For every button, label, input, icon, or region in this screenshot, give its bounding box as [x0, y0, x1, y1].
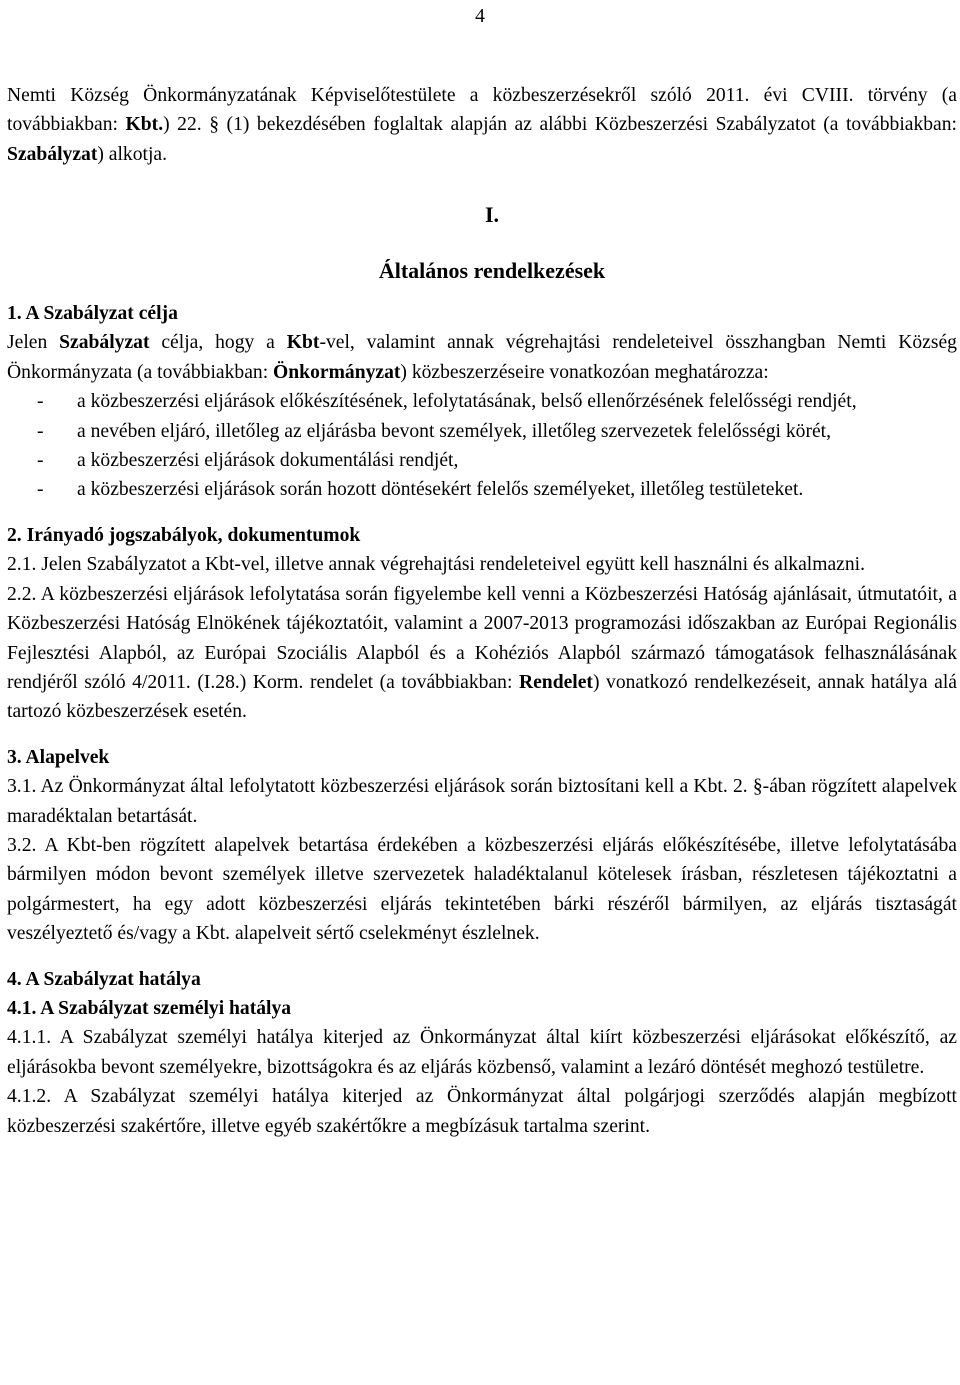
section-3-title: 3. Alapelvek: [7, 746, 110, 768]
s1-text-2: célja, hogy a: [149, 332, 287, 354]
chapter-title: Általános rendelkezések: [378, 257, 606, 283]
p22-bold: Rendelet: [518, 671, 593, 693]
paragraph-3-1: 3.1. Az Önkormányzat által lefolytatott közbeszerzési eljárások során biztosítani kell a Kbt. 2. §-ában rögzített alapelvek maradéktalan betartását.: [7, 776, 957, 827]
paragraph-4-1-2: 4.1.2. A Szabályzat személyi hatálya kiterjed az Önkormányzat által polgárjogi szerződés alapján megbízott közbeszerzési szakértőre, illetve egyéb szakértőkre a megbízásuk tartalma szerint.: [7, 1086, 957, 1137]
paragraph-2-1: 2.1. Jelen Szabályzatot a Kbt-vel, illetve annak végrehajtási rendeleteivel együtt kell használni és alkalmazni.: [7, 554, 865, 576]
list-item-text: a közbeszerzési eljárások során hozott döntésekért felelős személyeket, illetőleg testületeket.: [77, 479, 804, 501]
page-number: 4: [475, 6, 485, 27]
s1-bold-1: Szabályzat: [59, 332, 150, 354]
dash-marker: -: [37, 391, 44, 413]
s1-bold-3: Önkormányzat: [273, 361, 401, 383]
dash-marker: -: [37, 420, 44, 442]
s1-bold-2: Kbt: [286, 332, 320, 354]
list-item: [7, 417, 957, 446]
p22-text-2: ) vonatkozó rendelkezéseit, annak hatálya alá tartozó közbeszerzések esetén.: [7, 671, 957, 723]
intro-text-3: ) alkotja.: [97, 143, 167, 165]
intro-szabalyzat: Szabályzat: [7, 143, 98, 165]
section-1-title: 1. A Szabályzat célja: [7, 303, 178, 325]
section-2-title: 2. Irányadó jogszabályok, dokumentumok: [7, 524, 361, 546]
s1-text-4: ) közbeszerzéseire vonatkozóan meghatározza:: [400, 361, 769, 383]
list-item: [7, 387, 957, 416]
paragraph-4-1-1: 4.1.1. A Szabályzat személyi hatálya kiterjed az Önkormányzat által kiírt közbeszerzési eljárásokat előkészítő, az eljárásokba bevont személyekre, bizottságokra és az eljárás közbenső, valamint a lezáró döntését meghozó testületre.: [7, 1027, 957, 1078]
chapter-number: I.: [484, 202, 500, 228]
section-4-title: 4. A Szabályzat hatálya: [7, 968, 201, 990]
list-item-text: a közbeszerzési eljárások dokumentálási rendjét,: [77, 450, 459, 472]
dash-marker: -: [37, 450, 44, 472]
list-item: [7, 446, 957, 475]
s1-text-1: Jelen: [7, 332, 60, 354]
paragraph-3-2: 3.2. A Kbt-ben rögzített alapelvek betartása érdekében a közbeszerzési eljárás előkészítésébe, illetve lefolytatásába bármilyen módon bevont személyek illetve szervezetek haladéktalanul kötelesek írásban, részletesen tájékoztatni a polgármestert, ha egy adott közbeszerzési eljárás tekintetében bárki részéről bármilyen, az eljárás tisztaságát veszélyeztető és/vagy a Kbt. alapelveit sértő cselekményt észlelnek.: [7, 834, 957, 945]
paragraph-2-2: [7, 580, 957, 727]
list-item-text: a nevében eljáró, illetőleg az eljárásba bevont személyek, illetőleg szervezetek felelősségi körét,: [77, 420, 832, 442]
intro-paragraph: [7, 81, 957, 169]
section-4-1-title: 4.1. A Szabályzat személyi hatálya: [7, 997, 292, 1019]
document-body: [7, 81, 957, 1141]
intro-kbt: Kbt.: [125, 114, 164, 136]
list-item-text: a közbeszerzési eljárások előkészítésének, lefolytatásának, belső ellenőrzésének felelősségi rendjét,: [77, 391, 857, 413]
s1-text-3: -vel, valamint annak végrehajtási rendeleteivel összhangban Nemti Község Önkormányzata (a továbbiakban:: [7, 332, 957, 383]
section-1-paragraph: [7, 328, 957, 387]
intro-text-1: Nemti Község Önkormányzatának Képviselőtestülete a közbeszerzésekről szóló 2011. évi CVIII. törvény (a továbbiakban:: [7, 85, 957, 136]
section-1-list: [7, 387, 957, 505]
p22-text-1: 2.2. A közbeszerzési eljárások lefolytatása során figyelembe kell venni a Közbeszerzési Hatóság ajánlásait, útmutatóit, a Közbeszerzési Hatóság Elnökének tájékoztatóit, valamint a 2007-2013 programozási időszakban az Európai Regionális Fejlesztési Alapból, az Európai Szociális Alapból és a Kohéziós Alapból származó támogatások felhasználásának rendjéről szóló 4/2011. (I.28.) Korm. rendelet (a továbbiakban:: [7, 583, 957, 693]
list-item: [7, 475, 957, 504]
dash-marker: -: [37, 479, 44, 501]
intro-text-2: ) 22. § (1) bekezdésében foglaltak alapján az alábbi Közbeszerzési Szabályzatot (a továbbiakban:: [163, 114, 957, 136]
